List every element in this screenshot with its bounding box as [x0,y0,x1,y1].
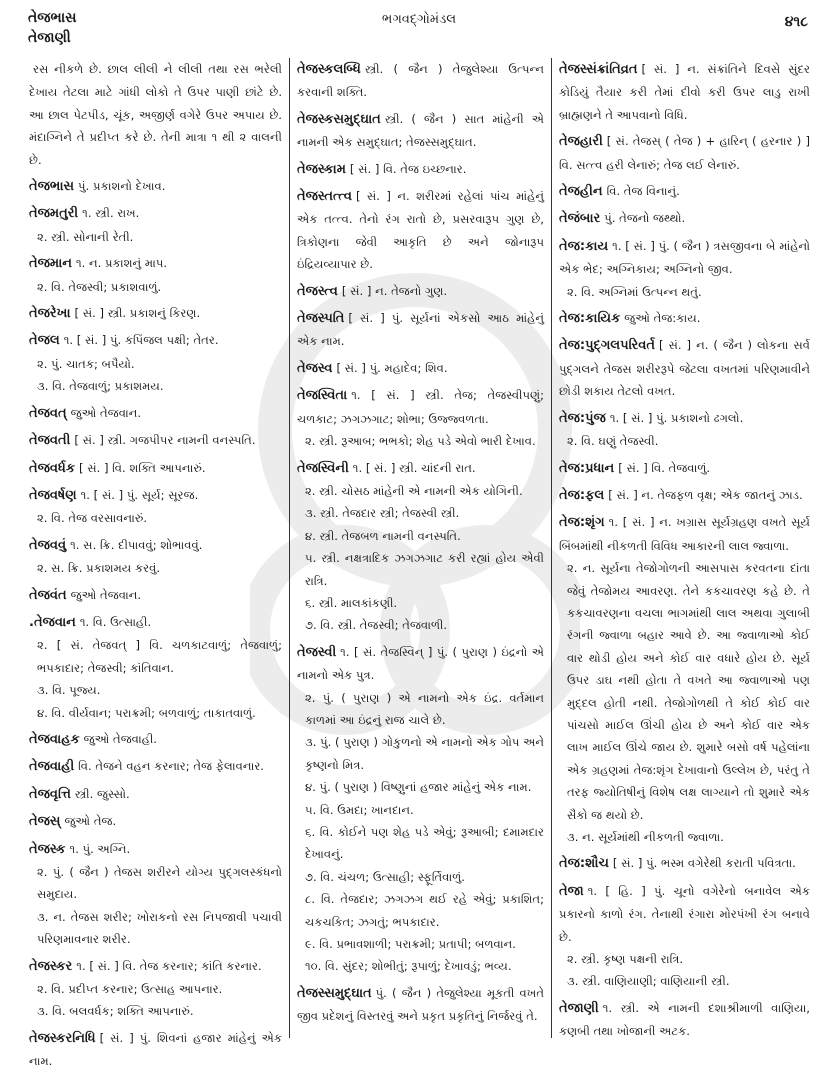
dictionary-entry [29,58,282,171]
dictionary-entry [29,402,282,425]
dictionary-entry [29,755,282,778]
entry-definition: પું. પ્રકાશનો દેખાવ. [78,179,166,194]
entry-definition: ૧. [ સં. ] સ્ત્રી. ચાંદની રાત. [352,460,476,475]
page-number: ૪૧૮ [784,14,808,30]
dictionary-entry [297,982,544,1028]
entry-sense: ૨. સ્ત્રી. રૂઆબ; ભભકો; શેહ પડે એવો ભારી દેખાવ. [305,434,536,449]
entry-definition: [ સં. ] પું. સૂર્યનાં એકસો આઠ માંહેનું એક નામ. [297,311,544,349]
entry-definition: સ્ત્રી. ( જૈન ) સાત માંહેની એ નામની એક સમુદ્ઘાત; તેજસ્સમુદ્ઘાત. [297,111,544,150]
dictionary-entry [29,728,282,751]
entry-headword: તેજ:પુંજ [559,410,606,426]
dictionary-entry [297,58,544,104]
dictionary-entry [297,185,544,276]
entry-headword: તેજવૃત્તિ [29,786,71,802]
entry-headword: તેજલ [29,333,60,349]
dictionary-entry [29,252,282,298]
entry-sense: ૫. વિ. ઉમદા; ખાનદાન. [305,802,414,817]
dictionary-entry [29,457,282,480]
entry-headword: તેજ:શૌચ [559,856,609,872]
dictionary-entry [297,641,544,978]
entry-headword: તેજસ્વ [297,360,333,376]
entry-definition: વિ. તેજ વિનાનું. [606,184,680,199]
entry-headword: તેજ:શૃંગ [559,515,605,531]
entry-headword: તેજવાહક [29,731,80,747]
dictionary-entry [29,329,282,397]
dictionary-entry [29,584,282,607]
entry-sense: ૭. વિ. ચંચળ; ઉત્સાહી; સ્ફૂર્તિવાળું. [305,869,465,884]
dictionary-entry [297,457,544,637]
dictionary-entry [559,880,810,993]
entry-definition: ૧. [ સં. ] પું. સૂર્ય; સૂરજ. [80,487,199,502]
entry-sense: ૯. વિ. પ્રભાવશાળી; પરાક્રમી; પ્રતાપી; બળવાન. [305,937,516,952]
column-2 [290,58,552,1038]
entry-definition: સ્ત્રી. જુસ્સો. [74,786,130,801]
entry-headword: તેજવવું [29,537,67,553]
entry-sense: ૩. પું. ( પુરાણ ) ગોકુળનો એ નામનો એક ગોપ અને કૃષ્ણનો મિત્ર. [305,735,544,772]
entry-definition: [ સં. ] ન. ( જૈન ) લોકના સર્વ પુદ્ગલને તેજસ શરીરરૂપે જેટલા વખતમાં પરિણમાવીને છોડી શકાય તેટલો વખત. [559,338,810,399]
entry-sense: ૨. વિ. તેજસ્વી; પ્રકાશવાળું. [37,279,162,294]
entry-headword: તેજમતુરી [29,206,79,222]
guide-word-last: તેજાણી [28,30,71,46]
entry-headword: તેજહારી [559,134,603,150]
entry-definition: સ્ત્રી. ( જૈન ) તેજુલેશ્યા ઉત્પન્ન કરવાની શક્તિ. [297,62,544,100]
dictionary-entry [29,810,282,833]
entry-definition: જુઓ તેજવાહી. [83,731,157,746]
entry-headword: .તેજવાન [29,614,76,630]
entry-sense: ૧૦. વિ. સુંદર; શોભીતું; રૂપાળું; દેખાવડું; ભવ્ય. [305,959,512,974]
dictionary-entry [29,955,282,1023]
entry-headword: તેજંબાર [559,211,601,227]
entry-headword: તેજસ્કસમુદ્ઘાત [297,111,381,127]
entry-definition: [ સં. ] ન. તેજફળ વૃક્ષ; એક જાતનું ઝાડ. [608,487,803,502]
entry-sense: ૩. સ્ત્રી. વાણિયાણી; વાણિયાની સ્ત્રી. [567,974,730,989]
entry-headword: તેજ:કાયિક [559,311,621,327]
entry-definition: [ સં. ] પું. ભસ્મ વગેરેથી કરાતી પવિત્રતા. [612,856,796,871]
entry-headword: તેજસ્કામ [297,161,346,177]
entry-headword: તેજસ્વિતા [297,388,348,404]
entry-sense: ૨. [ સં. તેજવત્ ] વિ. ચળકાટવાળું; તેજવાળું; ભપકાદાર; તેજસ્વી; કાંતિવાન. [37,638,282,675]
entry-definition: [ સં. ] પું. શિવનાં હજાર માંહેનું એક નામ. [29,1030,282,1069]
entry-sense: ૨. વિ. ઘણું તેજસ્વી. [567,434,659,449]
entry-headword: તેજસ્ક [29,841,66,857]
dictionary-entry [559,484,810,507]
entry-sense: ૨. પું. ( પુરાણ ) એ નામનો એક ઇંદ્ર. વર્તમાન કાળમાં આ ઇંદ્રનું રાજ ચાલે છે. [305,690,544,727]
entry-definition: ૧. [ સં. ] ન. ખગ્રાસ સૂર્યગ્રહણ વખતે સૂર્ય બિંબમાંથી નીકળતી વિવિધ આકારની લાલ જ્વાળા. [559,515,810,553]
entry-headword: તેજસ્સંક્રાંતિવ્રત [559,62,638,77]
entry-definition: ૧. [ સં. ] વિ. તેજ કરનાર; કાંતિ કરનાર. [76,958,262,973]
entry-headword: તેજસ્સમુદ્ઘાત [297,985,372,1001]
dictionary-entry [297,158,544,181]
entry-sense: ૩. વિ. બલવર્ધક; શક્તિ આપનારું. [37,1004,194,1019]
dictionary-entry [297,384,544,452]
entry-headword: તેજાણી [559,1000,599,1016]
entry-sense: ૨. વિ. અગ્નિમાં ઉત્પન્ન થતું. [567,284,702,299]
entry-headword: તેજ:પ્રધાન [559,460,615,476]
entry-headword: તેજસ્તત્ત્વ [297,189,352,205]
entry-definition: [ સં. ] સ્ત્રી. પ્રકાશનું કિરણ. [74,306,201,321]
dictionary-entry [559,997,810,1043]
column-1 [22,58,290,1069]
dictionary-entry [559,235,810,303]
entry-headword: તેજસ્કર [29,958,73,974]
entry-headword: તેજસ્પતિ [297,311,345,327]
entry-definition: ૧. [ સં. ] પું. કપિંજલ પક્ષી; તેતર. [63,333,219,348]
entry-headword: તેજવર્ષણ [29,487,77,503]
dictionary-entry [29,783,282,806]
dictionary-entry [559,130,810,176]
entry-headword: તેજવતી [29,433,71,449]
running-title: ભગવદ્ગોમંડલ [381,12,457,27]
entry-definition: ૧. પું. અગ્નિ. [69,841,131,856]
entry-headword: તેજસ્વી [297,644,337,660]
dictionary-entry [297,108,544,154]
entry-definition: ૧. [ હિ. ] પું. ચૂનો વગેરેનો બનાવેલ એક પ્રકારનો કાળો રંગ. તેનાથી રંગારા મોરપંખી રંગ બનાવે છે. [559,883,810,944]
entry-sense: ૫. સ્ત્રી. નક્ષત્રાદિક ઝગઝગાટ કરી રહ્યાં હોય એવી રાત્રિ. [305,551,544,588]
entry-definition: પું. તેજનો જથ્થો. [604,211,686,226]
entry-definition: ૧. [ સં. તેજસ્વિન્ ] પું. ( પુરાણ ) ઇંદ્રનો એ નામનો એક પુત્ર. [297,644,544,683]
entry-headword: તેજવર્ધક [29,460,75,476]
entry-definition: [ સં. તેજસ્ ( તેજ ) + હારિન્ ( હરનાર ) ] વિ. સત્ત્વ હરી લેનારું; તેજ લઈ લેનારું. [559,134,810,172]
entry-definition: [ સં. ] સ્ત્રી. ગજપીપર નામની વનસ્પતિ. [74,433,256,448]
dictionary-columns [22,58,817,1069]
entry-definition: ૧. ન. પ્રકાશનું માપ. [75,256,168,271]
dictionary-entry [29,202,282,248]
column-3 [552,58,817,1038]
entry-definition: ૧. [ સં. ] પું. પ્રકાશનો ઢગલો. [609,410,744,425]
dictionary-entry [297,280,544,303]
entry-sense: ૪. સ્ત્રી. તેજબળ નામની વનસ્પતિ. [305,528,461,543]
entry-sense: ૨. સ્ત્રી. ચોસઠ માંહેની એ નામની એક યોગિની. [305,483,523,498]
entry-definition: જુઓ તેજ:કાય. [624,311,701,326]
dictionary-entry [297,357,544,380]
entry-headword: તેજવાહી [29,759,75,775]
dictionary-entry [559,307,810,330]
entry-definition: ૧. સ્ત્રી. એ નામની દશાશ્રીમાળી વાણિયા, કણબી તથા ખોજાની અટક. [559,1000,810,1039]
entry-headword: તેજમાન [29,256,72,272]
dictionary-entry [29,175,282,198]
dictionary-entry [559,207,810,230]
entry-definition: વિ. તેજને વહન કરનાર; તેજ ફેલાવનાર. [78,759,264,774]
entry-sense: ૨. સ્ત્રી. કૃષ્ણ પક્ષની રાત્રિ. [567,952,684,967]
entry-definition: જુઓ તેજવાન. [70,587,142,602]
entry-headword: તેજસ્કલબ્ધિ [297,62,361,77]
entry-headword: તેજા [559,883,584,899]
dictionary-entry [29,429,282,452]
dictionary-entry [29,534,282,580]
page-header [24,8,814,54]
entry-definition: રસ નીકળે છે. છાલ લીલી ને લીલી તથા રસ ભરેલી દેખાય તેટલા માટે ગાંધી લોકો તે ઉપર પાણી છાંટે છે. આ છાલ પેટપીડ, ચૂંક, અજીર્ણ વગેરે ઉપર અપાય છે. મંદાગ્નિને તે પ્રદીપ્ત કરે છે. તેની માત્રા ૧ થી ૨ વાલની છે. [29,62,282,167]
entry-sense: ૩. સ્ત્રી. તેજદાર સ્ત્રી; તેજસ્વી સ્ત્રી. [305,506,460,521]
dictionary-entry [29,611,282,724]
entry-sense: ૨. ન. સૂર્યના તેજોગોળની આસપાસ કરવતના દાંતા જેવું તેજોમય આવરણ. તેને કકચાવરણ કહે છે. તે કકચાવરણના વચલા ભાગમાંથી લાલ અથવા ગુલાબી રંગની જ્વાળા બહાર આવે છે. આ જ્વાળાઓ કોઈ વાર થોડી હોય અને કોઈ વાર વધારે હોય છે. સૂર્ય ઉપર ડાઘ નથી હોતા તે વખતે આ જ્વાળાઓ પણ મુદ્દલ હોતી નથી. તેજોગોળથી તે કોઈ કોઈ વાર પાંચસો માઈલ ઊંચી હોય છે અને કોઈ વાર એક લાખ માઈલ ઊંચે જાય છે. શુમારે બસો વર્ષ પહેલાંના એક ગ્રહણમાં તેજ:શૃંગ દેખાવાનો ઉલ્લેખ છે, પરંતુ તે તરફ જ્યોતિષીનું વિશેષ લક્ષ લાગ્યાને તો શુમારે એક સૈકો જ થયો છે. [567,561,810,822]
entry-sense: ૪. વિ. વીર્યવાન; પરાક્રમી; બળવાળું; તાકાતવાળું. [37,705,256,720]
entry-definition: [ સં. ] ન. શરીરમાં રહેલાં પાંચ માંહેનું એક તત્ત્વ. તેનો રંગ રાતો છે, પ્રસરવારૂપ ગુણ છે, ત્રિકોણના જેવી આકૃતિ છે અને જોનારૂપ ઇંદ્રિયવ્યાપાર છે. [297,189,544,272]
entry-headword: તેજ:ફલ [559,487,605,503]
entry-headword: તેજસ્ [29,814,61,830]
entry-headword: તેજ:કાય [559,238,609,254]
entry-definition: ૧. [ સં. ] પું. ( જૈન ) ત્રસજીવના બે માંહેનો એક ભેદ; અગ્નિકાય; અગ્નિનો જીવ. [559,238,810,277]
entry-sense: ૨. પું. ચાતક; બપૈયો. [37,356,135,371]
dictionary-entry [297,307,544,353]
dictionary-entry [559,457,810,480]
entry-definition: ૧. [ સં. ] સ્ત્રી. તેજ; તેજસ્વીપણું; ચળકાટ; ઝગઝગાટ; શોભા; ઉજ્જ્વળતા. [297,388,544,426]
dictionary-entry [559,852,810,875]
entry-definition: જુઓ તેજવાન. [70,405,142,420]
entry-sense: ૩. ન. સૂર્યમાંથી નીકળતી જ્વાળા. [567,830,724,844]
entry-definition: [ સં. ] વિ. તેજવાળું. [618,460,711,475]
entry-definition: [ સં. ] ન. તેજનો ગુણ. [341,283,448,298]
entry-sense: ૬. સ્ત્રી. માલકાંકણી. [305,595,398,610]
entry-sense: ૨. પું. ( જૈન ) તેજસ શરીરને યોગ્ય પુદ્ગલસ્કંધનો સમુદાય. [37,865,282,902]
entry-sense: ૭. વિ. સ્ત્રી. તેજસ્વી; તેજવાળી. [305,618,448,633]
entry-headword: તેજહીન [559,184,603,200]
dictionary-entry [29,838,282,951]
entry-headword: તેજસ્ત્વ [297,283,338,299]
entry-headword: તેજસ્વિની [297,460,349,476]
entry-sense: ૨. વિ. તેજ વરસાવનારું. [37,511,148,526]
dictionary-entry [559,58,810,126]
guide-word-first: તેજભાસ [28,10,77,26]
entry-definition: જુઓ તેજ. [64,814,117,829]
entry-sense: ૪. પું. ( પુરાણ ) વિષ્ણુનાં હજાર માંહેનું એક નામ. [305,780,532,795]
entry-definition: [ સં. ] ન. સંક્રાંતિને દિવસે સુંદર કોડિયું તૈયાર કરી તેમાં દીવો કરી ઉપર લાડુ રાખી બ્રાહ્મણને તે આપવાનો વિધિ. [559,62,810,122]
dictionary-entry [29,1027,282,1073]
entry-definition: ૧. વિ. ઉત્સાહી. [79,614,152,629]
entry-sense: ૨. સ. ક્રિ. પ્રકાશમય કરવું. [37,561,161,576]
entry-sense: ૩. વિ. પૂજ્ય. [37,683,101,698]
dictionary-entry [559,511,810,848]
entry-definition: [ સં. ] પું. મહાદેવ; શિવ. [336,360,448,375]
entry-sense: ૩. ન. તેજસ શરીર; ખોરાકનો રસ નિપજાવી પચાવી પરિણમાવનાર શરીર. [37,909,282,947]
entry-definition: [ સં. ] વિ. તેજ ઇચ્છનાર. [349,161,467,176]
entry-headword: તેજભાસ [29,179,75,195]
dictionary-entry [559,334,810,402]
entry-sense: ૨. વિ. પ્રદીપ્ત કરનાર; ઉત્સાહ આપનાર. [37,982,223,997]
entry-definition: ૧. સ્ત્રી. રાખ. [82,206,140,221]
entry-headword: તેજવંત [29,587,67,603]
dictionary-entry [559,180,810,203]
entry-definition: [ સં. ] વિ. શક્તિ આપનારું. [79,460,206,475]
entry-sense: ૨. સ્ત્રી. સોનાની રેતી. [37,229,134,244]
entry-definition: પું. ( જૈન ) તેજુલેશ્યા મૂકતી વખતે જીવ પ્રદેશનું વિસ્તરવું અને પ્રકૃત પ્રકૃતિનું નિર્જરવું તે. [297,985,544,1024]
entry-sense: ૮. વિ. તેજદાર; ઝગઝગ થઈ રહે એવું; પ્રકાશિત; ચકચકિત; ઝગતું; ભપકાદાર. [305,892,544,929]
entry-headword: તેજસ્કરનિધિ [29,1030,96,1046]
dictionary-entry [559,407,810,453]
entry-headword: તેજરેખા [29,306,71,322]
entry-definition: ૧. સ. ક્રિ. દીપાવવું; શોભાવવું. [70,537,203,552]
entry-sense: ૬. વિ. કોઈને પણ શેહ પડે એવું; રૂઆબી; દમામદાર દેખાવનું. [305,825,544,862]
entry-headword: તેજ:પુદ્ગલપરિવર્ત [559,338,655,354]
dictionary-entry [29,302,282,325]
entry-headword: તેજવત્ [29,405,67,421]
entry-sense: ૩. વિ. તેજવાળું; પ્રકાશમય. [37,379,164,394]
dictionary-entry [29,484,282,530]
